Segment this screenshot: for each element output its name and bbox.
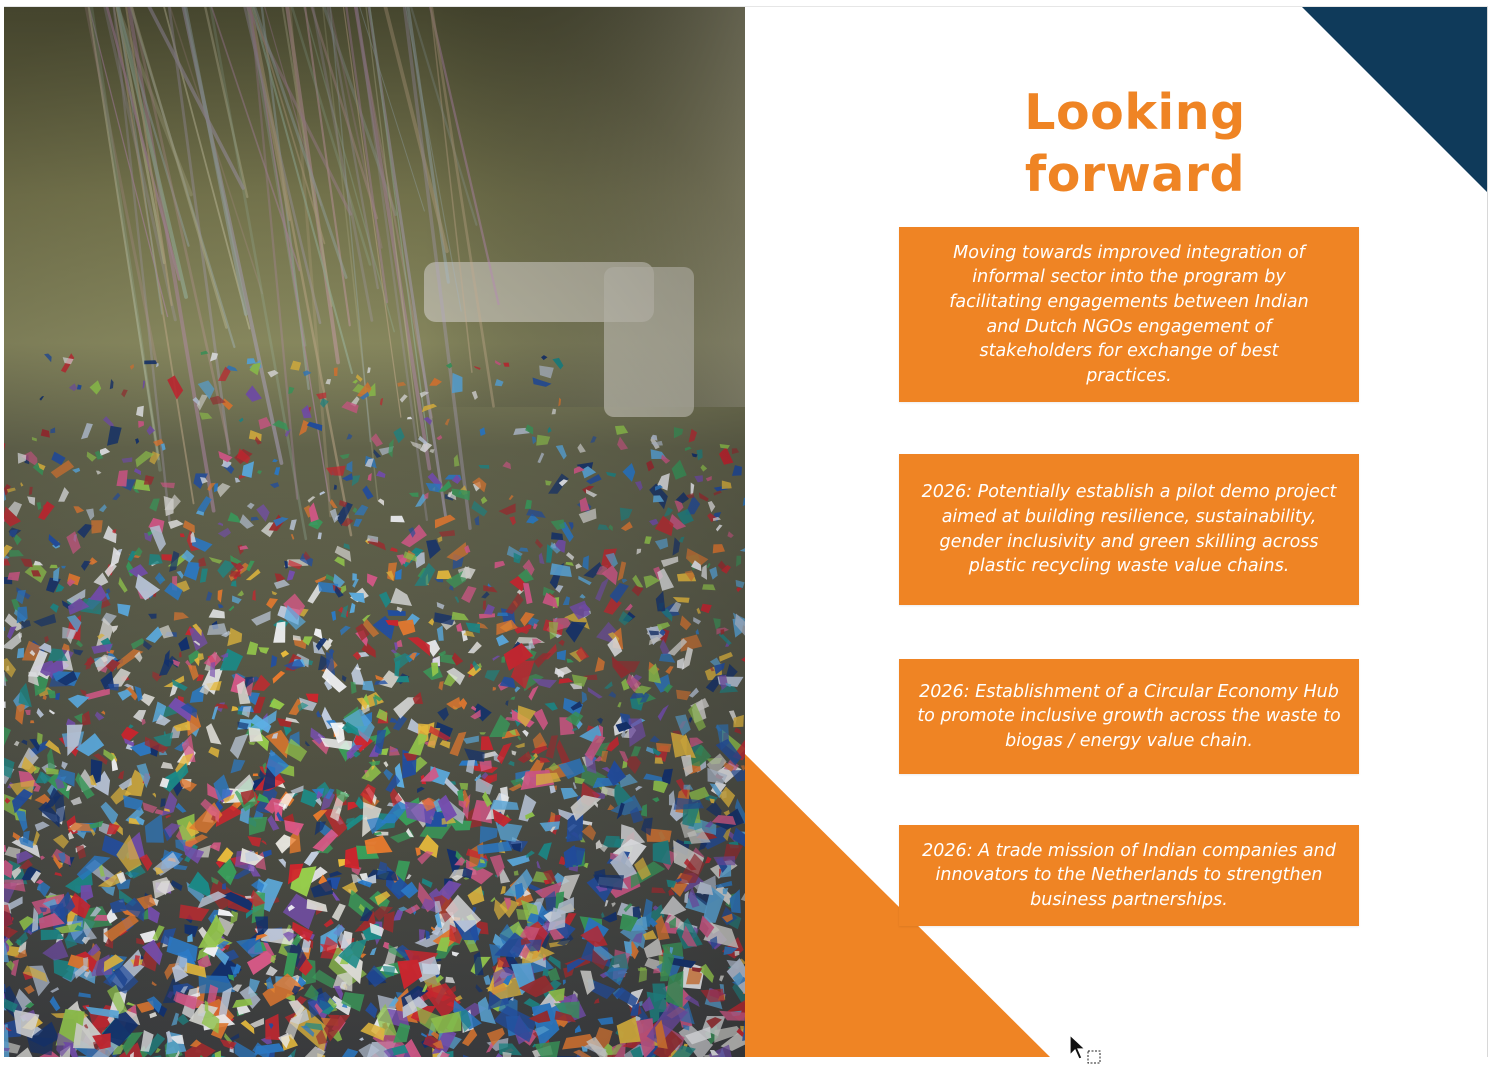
title-line-2: forward <box>1024 146 1246 203</box>
plastic-flakes-photo <box>4 7 745 1057</box>
outlook-item-informal-sector <box>899 227 1359 402</box>
outlook-item-trade-mission <box>899 825 1359 926</box>
outlook-item-pilot-demo <box>899 454 1359 605</box>
outlook-item-text: 2026: Potentially establish a pilot demo project aimed at building resilience, sustainability, gender inclusivity and green skilling across plastic recycling waste value chains. <box>921 482 1337 577</box>
outlook-item-text: 2026: Establishment of a Circular Economy Hub to promote inclusive growth across the waste to biogas / energy value chain. <box>917 681 1341 751</box>
navy-corner-triangle <box>1302 7 1487 192</box>
title-line-1: Looking <box>1024 84 1246 141</box>
outlook-item-text: 2026: A trade mission of Indian companies and innovators to the Netherlands to strengthen business partnerships. <box>922 840 1336 910</box>
page-title <box>1010 82 1260 206</box>
outlook-item-circular-economy-hub <box>899 659 1359 774</box>
document-spread <box>4 6 1488 1057</box>
outlook-item-text: Moving towards improved integration of informal sector into the program by facilitating engagements between Indian and Dutch NGOs engagement of stakeholders for exchange of best practices. <box>949 242 1309 386</box>
